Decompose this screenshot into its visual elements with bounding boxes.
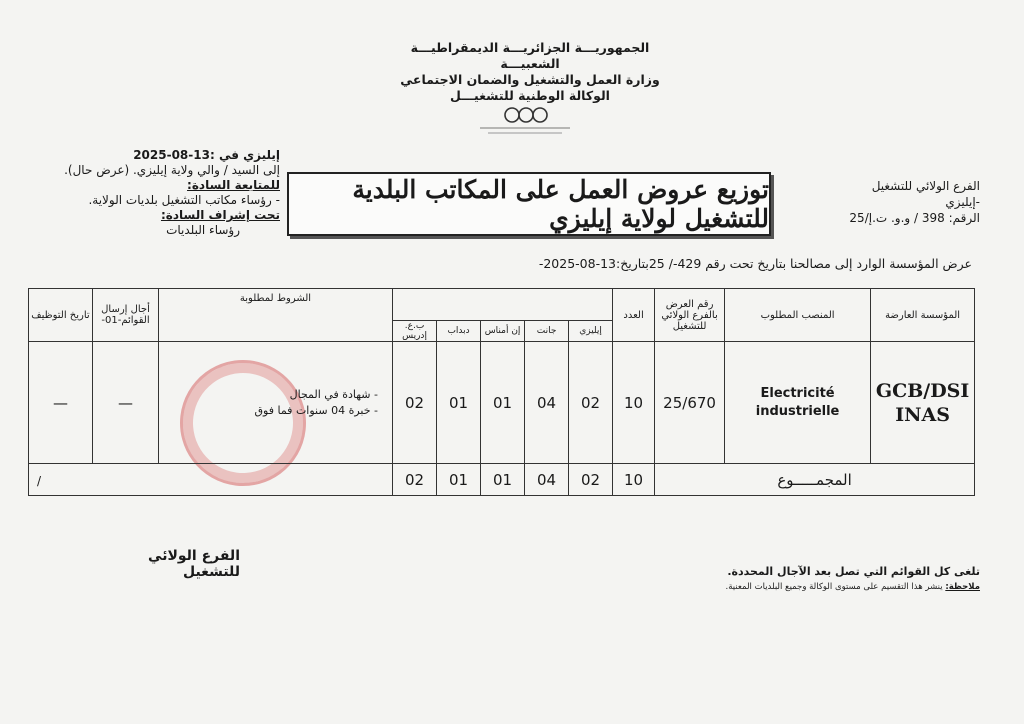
publication-note [600, 582, 980, 592]
header-deadline: أجال إرسال القوائم-01- [93, 289, 159, 342]
cell-commune-djanet: 04 [525, 342, 569, 464]
header-offer-number: رقم العرض بالفرع الولائي للتشغيل [655, 289, 725, 342]
org-line1: GCB/DSI [875, 379, 970, 402]
header-position: المنصب المطلوب [725, 289, 871, 342]
cell-count: 10 [613, 342, 655, 464]
header-agency: الوكالة الوطنية للتشغيـــل [450, 88, 610, 103]
sender-block [840, 178, 980, 226]
recipient-block [40, 148, 280, 238]
total-label [655, 464, 975, 496]
deadline-note: تلغى كل القوائم التي تصل بعد الآجال المحددة. [727, 565, 980, 578]
table-total-row [29, 464, 975, 496]
date-line: إيليزي في :13-08-2025 [133, 148, 280, 162]
total-commune-bordj-omar-driss: 02 [393, 464, 437, 496]
header-ministry: وزارة العمل والتشغيل والضمان الاجتماعي [400, 72, 660, 87]
note-text: ينشر هذا التقسيم على مستوى الوكالة وجميع البلديات المعنية. [725, 582, 943, 592]
reference-line: الرقم: 398 / و.و. ت.إ/25 [849, 211, 980, 225]
branch-line: الفرع الولائي للتشغيل -إيليزي [871, 179, 980, 209]
table-row [29, 342, 975, 464]
header-commune-bordj-omar-driss: ب.ع. إدريس [393, 321, 437, 342]
cell-org [871, 342, 975, 464]
document-title: توزيع عروض العمل على المكاتب البلدية للتشغيل لولاية إيليزي [287, 172, 771, 236]
total-label-text: المجمـــــوع [777, 470, 852, 489]
note-label: ملاحظة: [945, 582, 980, 592]
offer-line: عرض المؤسسة الوارد إلى مصالحنا بتاريخ تحت رقم 429-/ 25بتاريخ:13-08-2025- [538, 256, 972, 271]
recipient-line: إلى السيد / والي ولاية إيليزي. (عرض حال). [64, 163, 280, 177]
header-hire-date: تاريخ التوظيف [29, 289, 93, 342]
header-org: المؤسسة العارضة [871, 289, 975, 342]
agency-logo-icon [470, 104, 580, 140]
header-republic: الجمهوريـــة الجزائريـــة الديمقراطيـــة الشعبيـــة [410, 40, 650, 71]
cell-commune-illizi: 02 [569, 342, 613, 464]
total-commune-illizi: 02 [569, 464, 613, 496]
total-count: 10 [613, 464, 655, 496]
table-header-row [29, 289, 975, 321]
cell-position [725, 342, 871, 464]
total-commune-debdeb: 01 [437, 464, 481, 496]
cell-deadline: — [93, 342, 159, 464]
condition-item: - شهادة في المجال [289, 387, 378, 401]
org-line2: INAS [895, 403, 950, 426]
condition-2: خبرة 04 سنوات فما فوق [254, 403, 371, 417]
header-commune-djanet: جانت [525, 321, 569, 342]
total-commune-djanet: 04 [525, 464, 569, 496]
cell-offer-number: 25/670 [655, 342, 725, 464]
header-communes [393, 289, 613, 321]
condition-item: - خبرة 04 سنوات فما فوق [254, 403, 378, 417]
follow-value: - رؤساء مكاتب التشغيل بلديات الولاية. [88, 193, 280, 207]
position-line2: industrielle [755, 403, 840, 419]
total-commune-in-amenas: 01 [481, 464, 525, 496]
offers-table [28, 288, 975, 496]
cell-commune-in-amenas: 01 [481, 342, 525, 464]
header-commune-illizi: إيليزي [569, 321, 613, 342]
condition-1: شهادة في المجال [289, 387, 371, 401]
cell-commune-debdeb: 01 [437, 342, 481, 464]
total-trailing-mark: / [37, 474, 42, 488]
header-commune-in-amenas: إن أمناس [481, 321, 525, 342]
cell-conditions [159, 342, 393, 464]
header-conditions: الشروط لمطلوبة [159, 289, 393, 342]
total-trailing [29, 464, 393, 496]
position-line1: Electricité [760, 385, 835, 401]
cell-hire-date: — [29, 342, 93, 464]
supervision-label: تحت إشراف السادة: [160, 208, 280, 222]
follow-label: للمتابعة السادة: [187, 178, 280, 192]
branch-signature: الفرع الولائي للتشغيل [148, 548, 240, 580]
header-commune-debdeb: دبداب [437, 321, 481, 342]
cell-commune-bordj-omar-driss: 02 [393, 342, 437, 464]
supervision-value: رؤساء البلديات [166, 223, 240, 237]
document-header [380, 40, 680, 104]
header-count: العدد [613, 289, 655, 342]
